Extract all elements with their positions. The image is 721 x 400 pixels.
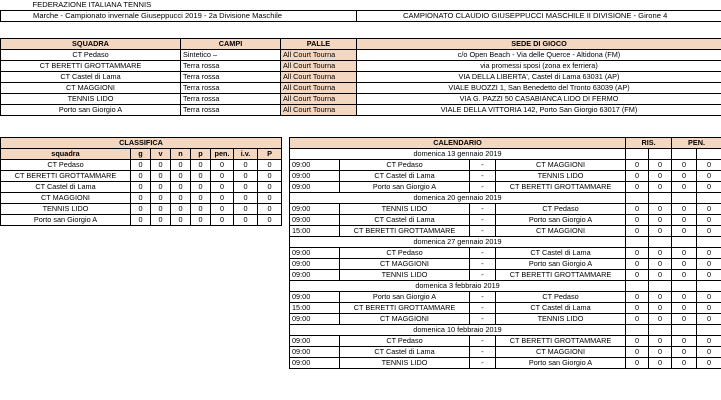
match-separator: -: [470, 347, 496, 358]
team-name-cell[interactable]: TENNIS LIDO: [1, 94, 181, 105]
calendar-table: [289, 137, 721, 369]
penalty-cell[interactable]: 0: [697, 226, 721, 237]
match-separator: -: [470, 336, 496, 347]
match-home-team[interactable]: Porto san Giorgio A: [340, 182, 470, 193]
result-cell[interactable]: 0: [626, 160, 649, 171]
courts-cell[interactable]: Terra rossa: [181, 105, 281, 116]
match-time[interactable]: 09:00: [290, 347, 340, 358]
calendar-match-row: [290, 347, 721, 358]
balls-cell[interactable]: All Court Tourna: [281, 61, 357, 72]
penalty-cell[interactable]: 0: [697, 270, 721, 281]
empty-score-cell[interactable]: [649, 281, 672, 292]
courts-cell[interactable]: Terra rossa: [181, 61, 281, 72]
penalty-cell[interactable]: 0: [672, 303, 697, 314]
penalty-cell[interactable]: 0: [672, 358, 697, 369]
venue-cell[interactable]: via promessi sposi (zona ex ferriera): [357, 61, 721, 72]
penalty-cell[interactable]: 0: [697, 347, 721, 358]
standings-team-cell[interactable]: CT MAGGIONI: [1, 193, 131, 204]
calendar-match-row: [290, 204, 721, 215]
empty-score-cell[interactable]: [626, 193, 649, 204]
st-h-P: P: [258, 149, 282, 160]
match-separator: -: [470, 259, 496, 270]
header-campi: CAMPI: [181, 39, 281, 50]
calendar-match-row: [290, 303, 721, 314]
penalty-cell[interactable]: 0: [672, 347, 697, 358]
empty-score-cell[interactable]: [649, 149, 672, 160]
match-time[interactable]: 09:00: [290, 270, 340, 281]
team-name-cell[interactable]: CT Pedaso: [1, 50, 181, 61]
team-row: [1, 94, 721, 105]
match-home-team[interactable]: CT Castel di Lama: [340, 215, 470, 226]
result-cell[interactable]: 0: [649, 292, 672, 303]
empty-score-cell[interactable]: [697, 281, 721, 292]
match-away-team[interactable]: CT BERETTI GROTTAMMARE: [496, 270, 626, 281]
balls-cell[interactable]: All Court Tourna: [281, 83, 357, 94]
penalty-cell[interactable]: 0: [672, 292, 697, 303]
teams-header-row: [1, 39, 721, 50]
match-date[interactable]: domenica 20 gennaio 2019: [290, 193, 626, 204]
courts-cell[interactable]: Terra rossa: [181, 72, 281, 83]
calendar-date-row: [290, 149, 721, 160]
empty-score-cell[interactable]: [649, 325, 672, 336]
team-name-cell[interactable]: CT MAGGIONI: [1, 83, 181, 94]
match-separator: -: [470, 215, 496, 226]
venue-cell[interactable]: c/o Open Beach - Via delle Querce - Altidona (FM): [357, 50, 721, 61]
match-separator: -: [470, 171, 496, 182]
standings-value-cell[interactable]: 0: [171, 182, 191, 193]
result-cell[interactable]: 0: [626, 314, 649, 325]
standings-value-cell[interactable]: 0: [258, 182, 282, 193]
balls-cell[interactable]: All Court Tourna: [281, 50, 357, 61]
standings-value-cell[interactable]: 0: [211, 171, 234, 182]
match-away-team[interactable]: CT Pedaso: [496, 292, 626, 303]
match-away-team[interactable]: CT MAGGIONI: [496, 226, 626, 237]
penalty-cell[interactable]: 0: [697, 314, 721, 325]
standings-header-row: [1, 149, 282, 160]
match-time[interactable]: 15:00: [290, 226, 340, 237]
courts-cell[interactable]: Terra rossa: [181, 83, 281, 94]
penalty-cell[interactable]: 0: [672, 204, 697, 215]
match-away-team[interactable]: Porto san Giorgio A: [496, 259, 626, 270]
penalty-cell[interactable]: 0: [697, 259, 721, 270]
match-home-team[interactable]: CT Pedaso: [340, 160, 470, 171]
match-away-team[interactable]: CT MAGGIONI: [496, 160, 626, 171]
result-cell[interactable]: 0: [649, 182, 672, 193]
penalty-cell[interactable]: 0: [672, 314, 697, 325]
result-cell[interactable]: 0: [649, 358, 672, 369]
standings-value-cell[interactable]: 0: [151, 204, 171, 215]
empty-score-cell[interactable]: [697, 149, 721, 160]
standings-value-cell[interactable]: 0: [234, 171, 258, 182]
match-separator: -: [470, 292, 496, 303]
standings-value-cell[interactable]: 0: [258, 215, 282, 226]
calendar-ris-label: RIS.: [626, 138, 672, 149]
match-home-team[interactable]: CT Pedaso: [340, 248, 470, 259]
standings-team-cell[interactable]: Porto san Giorgio A: [1, 215, 131, 226]
penalty-cell[interactable]: 0: [672, 171, 697, 182]
standings-value-cell[interactable]: 0: [234, 215, 258, 226]
standings-value-cell[interactable]: 0: [191, 204, 211, 215]
standings-value-cell[interactable]: 0: [131, 160, 151, 171]
calendar-title: CALENDARIO: [290, 138, 626, 149]
match-separator: -: [470, 160, 496, 171]
empty-score-cell[interactable]: [672, 281, 697, 292]
match-away-team[interactable]: CT MAGGIONI: [496, 347, 626, 358]
penalty-cell[interactable]: 0: [672, 226, 697, 237]
result-cell[interactable]: 0: [626, 259, 649, 270]
balls-cell[interactable]: All Court Tourna: [281, 72, 357, 83]
match-time[interactable]: 09:00: [290, 204, 340, 215]
empty-score-cell[interactable]: [672, 193, 697, 204]
match-home-team[interactable]: CT MAGGIONI: [340, 259, 470, 270]
result-cell[interactable]: 0: [649, 347, 672, 358]
penalty-cell[interactable]: 0: [697, 248, 721, 259]
empty-score-cell[interactable]: [649, 237, 672, 248]
standings-value-cell[interactable]: 0: [234, 204, 258, 215]
standings-team-cell[interactable]: CT Castel di Lama: [1, 182, 131, 193]
result-cell[interactable]: 0: [649, 259, 672, 270]
st-h-pen: pen.: [211, 149, 234, 160]
match-away-team[interactable]: CT Castel di Lama: [496, 248, 626, 259]
calendar-match-row: [290, 270, 721, 281]
match-home-team[interactable]: CT Pedaso: [340, 336, 470, 347]
standings-value-cell[interactable]: 0: [191, 171, 211, 182]
calendar-pen-label: PEN.: [672, 138, 721, 149]
empty-score-cell[interactable]: [672, 237, 697, 248]
team-row: [1, 105, 721, 116]
calendar-match-row: [290, 248, 721, 259]
match-home-team[interactable]: TENNIS LIDO: [340, 358, 470, 369]
match-home-team[interactable]: CT Castel di Lama: [340, 347, 470, 358]
empty-score-cell[interactable]: [626, 325, 649, 336]
calendar-date-row: [290, 237, 721, 248]
match-time[interactable]: 09:00: [290, 292, 340, 303]
st-h-iv: i.v.: [234, 149, 258, 160]
championship-right-title: CAMPIONATO CLAUDIO GIUSEPPUCCI MASCHILE II DIVISIONE - Girone 4: [357, 11, 721, 22]
balls-cell[interactable]: All Court Tourna: [281, 94, 357, 105]
team-row: [1, 72, 721, 83]
standings-value-cell[interactable]: 0: [171, 204, 191, 215]
result-cell[interactable]: 0: [649, 336, 672, 347]
result-cell[interactable]: 0: [626, 358, 649, 369]
standings-value-cell[interactable]: 0: [211, 160, 234, 171]
result-cell[interactable]: 0: [626, 215, 649, 226]
standings-value-cell[interactable]: 0: [131, 204, 151, 215]
result-cell[interactable]: 0: [626, 270, 649, 281]
match-separator: -: [470, 248, 496, 259]
st-h-g: g: [131, 149, 151, 160]
calendar-date-row: [290, 325, 721, 336]
standings-value-cell[interactable]: 0: [151, 160, 171, 171]
match-home-team[interactable]: CT BERETTI GROTTAMMARE: [340, 226, 470, 237]
standings-value-cell[interactable]: 0: [151, 193, 171, 204]
empty-score-cell[interactable]: [697, 193, 721, 204]
standings-value-cell[interactable]: 0: [131, 215, 151, 226]
standings-value-cell[interactable]: 0: [171, 215, 191, 226]
match-away-team[interactable]: TENNIS LIDO: [496, 171, 626, 182]
match-home-team[interactable]: TENNIS LIDO: [340, 204, 470, 215]
match-separator: -: [470, 270, 496, 281]
penalty-cell[interactable]: 0: [672, 336, 697, 347]
match-away-team[interactable]: CT Pedaso: [496, 204, 626, 215]
standings-value-cell[interactable]: 0: [171, 171, 191, 182]
match-separator: -: [470, 358, 496, 369]
match-time[interactable]: 09:00: [290, 215, 340, 226]
result-cell[interactable]: 0: [649, 226, 672, 237]
standings-value-cell[interactable]: 0: [234, 193, 258, 204]
penalty-cell[interactable]: 0: [672, 259, 697, 270]
standings-team-cell[interactable]: TENNIS LIDO: [1, 204, 131, 215]
standings-value-cell[interactable]: 0: [131, 193, 151, 204]
match-away-team[interactable]: CT Castel di Lama: [496, 303, 626, 314]
result-cell[interactable]: 0: [626, 182, 649, 193]
penalty-cell[interactable]: 0: [697, 160, 721, 171]
standings-value-cell[interactable]: 0: [131, 171, 151, 182]
standings-value-cell[interactable]: 0: [191, 215, 211, 226]
team-name-cell[interactable]: CT Castel di Lama: [1, 72, 181, 83]
empty-score-cell[interactable]: [626, 149, 649, 160]
penalty-cell[interactable]: 0: [697, 303, 721, 314]
standings-value-cell[interactable]: 0: [234, 160, 258, 171]
match-time[interactable]: 09:00: [290, 314, 340, 325]
match-home-team[interactable]: TENNIS LIDO: [340, 270, 470, 281]
standings-row: [1, 160, 282, 171]
result-cell[interactable]: 0: [649, 204, 672, 215]
penalty-cell[interactable]: 0: [697, 292, 721, 303]
match-home-team[interactable]: Porto san Giorgio A: [340, 292, 470, 303]
header-squadra: SQUADRA: [1, 39, 181, 50]
st-h-v: v: [151, 149, 171, 160]
penalty-cell[interactable]: 0: [697, 336, 721, 347]
match-away-team[interactable]: CT BERETTI GROTTAMMARE: [496, 336, 626, 347]
match-home-team[interactable]: CT MAGGIONI: [340, 314, 470, 325]
venue-cell[interactable]: VIALE DELLA VITTORIA 142, Porto San Giorgio 63017 (FM): [357, 105, 721, 116]
standings-value-cell[interactable]: 0: [211, 215, 234, 226]
st-h-n: n: [171, 149, 191, 160]
result-cell[interactable]: 0: [626, 204, 649, 215]
match-date[interactable]: domenica 3 febbraio 2019: [290, 281, 626, 292]
standings-row: [1, 215, 282, 226]
calendar-match-row: [290, 226, 721, 237]
standings-value-cell[interactable]: 0: [211, 182, 234, 193]
result-cell[interactable]: 0: [649, 248, 672, 259]
result-cell[interactable]: 0: [649, 314, 672, 325]
standings-value-cell[interactable]: 0: [191, 182, 211, 193]
standings-value-cell[interactable]: 0: [258, 160, 282, 171]
match-separator: -: [470, 226, 496, 237]
standings-row: [1, 171, 282, 182]
st-h-p: p: [191, 149, 211, 160]
standings-value-cell[interactable]: 0: [151, 215, 171, 226]
empty-score-cell[interactable]: [672, 149, 697, 160]
match-date[interactable]: domenica 13 gennaio 2019: [290, 149, 626, 160]
calendar-match-row: [290, 259, 721, 270]
standings-value-cell[interactable]: 0: [211, 204, 234, 215]
calendar-match-row: [290, 182, 721, 193]
header-sede: SEDE DI GIOCO: [357, 39, 721, 50]
result-cell[interactable]: 0: [626, 226, 649, 237]
result-cell[interactable]: 0: [626, 347, 649, 358]
match-time[interactable]: 09:00: [290, 248, 340, 259]
match-separator: -: [470, 303, 496, 314]
penalty-cell[interactable]: 0: [697, 358, 721, 369]
title-block: [0, 0, 721, 22]
calendar-date-row: [290, 193, 721, 204]
empty-score-cell[interactable]: [649, 193, 672, 204]
match-time[interactable]: 09:00: [290, 182, 340, 193]
standings-value-cell[interactable]: 0: [131, 182, 151, 193]
match-away-team[interactable]: Porto san Giorgio A: [496, 358, 626, 369]
result-cell[interactable]: 0: [649, 303, 672, 314]
standings-value-cell[interactable]: 0: [234, 182, 258, 193]
match-time[interactable]: 09:00: [290, 259, 340, 270]
match-away-team[interactable]: CT BERETTI GROTTAMMARE: [496, 182, 626, 193]
team-name-cell[interactable]: Porto san Giorgio A: [1, 105, 181, 116]
match-time[interactable]: 09:00: [290, 171, 340, 182]
empty-score-cell[interactable]: [697, 325, 721, 336]
result-cell[interactable]: 0: [649, 270, 672, 281]
penalty-cell[interactable]: 0: [672, 248, 697, 259]
match-date[interactable]: domenica 10 febbraio 2019: [290, 325, 626, 336]
match-away-team[interactable]: TENNIS LIDO: [496, 314, 626, 325]
venue-cell[interactable]: VIALE BUOZZI 1, San Benedetto del Tronto 63039 (AP): [357, 83, 721, 94]
match-separator: -: [470, 182, 496, 193]
standings-team-cell[interactable]: CT Pedaso: [1, 160, 131, 171]
calendar-match-row: [290, 160, 721, 171]
empty-score-cell[interactable]: [672, 325, 697, 336]
calendar-match-row: [290, 314, 721, 325]
calendar-match-row: [290, 336, 721, 347]
result-cell[interactable]: 0: [649, 171, 672, 182]
standings-row: [1, 193, 282, 204]
result-cell[interactable]: 0: [626, 303, 649, 314]
result-cell[interactable]: 0: [626, 292, 649, 303]
standings-value-cell[interactable]: 0: [258, 193, 282, 204]
penalty-cell[interactable]: 0: [697, 182, 721, 193]
calendar-match-row: [290, 292, 721, 303]
st-h-squadra: squadra: [1, 149, 131, 160]
penalty-cell[interactable]: 0: [697, 171, 721, 182]
penalty-cell[interactable]: 0: [697, 215, 721, 226]
header-palle: PALLE: [281, 39, 357, 50]
balls-cell[interactable]: All Court Tourna: [281, 105, 357, 116]
penalty-cell[interactable]: 0: [672, 215, 697, 226]
standings-table: [0, 137, 282, 226]
match-time[interactable]: 15:00: [290, 303, 340, 314]
match-time[interactable]: 09:00: [290, 358, 340, 369]
venue-cell[interactable]: VIA G. PAZZI 50 CASABIANCA LIDO DI FERMO: [357, 94, 721, 105]
federation-title: FEDERAZIONE ITALIANA TENNIS: [32, 0, 152, 9]
empty-score-cell[interactable]: [626, 281, 649, 292]
team-row: [1, 50, 721, 61]
calendar-match-row: [290, 358, 721, 369]
team-row: [1, 61, 721, 72]
calendar-match-row: [290, 215, 721, 226]
teams-table: [0, 38, 721, 116]
standings-value-cell[interactable]: 0: [258, 204, 282, 215]
venue-cell[interactable]: VIA DELLA LIBERTA', Castel di Lama 63031 (AP): [357, 72, 721, 83]
standings-title: CLASSIFICA: [1, 138, 282, 149]
standings-value-cell[interactable]: 0: [151, 182, 171, 193]
standings-value-cell[interactable]: 0: [151, 171, 171, 182]
match-time[interactable]: 09:00: [290, 160, 340, 171]
team-name-cell[interactable]: CT BERETTI GROTTAMMARE: [1, 61, 181, 72]
match-away-team[interactable]: Porto san Giorgio A: [496, 215, 626, 226]
result-cell[interactable]: 0: [626, 171, 649, 182]
penalty-cell[interactable]: 0: [672, 160, 697, 171]
match-home-team[interactable]: CT Castel di Lama: [340, 171, 470, 182]
standings-value-cell[interactable]: 0: [171, 160, 191, 171]
match-time[interactable]: 09:00: [290, 336, 340, 347]
empty-score-cell[interactable]: [697, 237, 721, 248]
result-cell[interactable]: 0: [649, 160, 672, 171]
standings-value-cell[interactable]: 0: [171, 193, 191, 204]
standings-value-cell[interactable]: 0: [191, 193, 211, 204]
standings-value-cell[interactable]: 0: [258, 171, 282, 182]
courts-cell[interactable]: Sintetico –: [181, 50, 281, 61]
match-separator: -: [470, 314, 496, 325]
standings-value-cell[interactable]: 0: [211, 193, 234, 204]
result-cell[interactable]: 0: [649, 215, 672, 226]
match-home-team[interactable]: CT BERETTI GROTTAMMARE: [340, 303, 470, 314]
match-date[interactable]: domenica 27 gennaio 2019: [290, 237, 626, 248]
penalty-cell[interactable]: 0: [697, 204, 721, 215]
courts-cell[interactable]: Terra rossa: [181, 94, 281, 105]
match-separator: -: [470, 204, 496, 215]
empty-score-cell[interactable]: [626, 237, 649, 248]
team-row: [1, 83, 721, 94]
standings-team-cell[interactable]: CT BERETTI GROTTAMMARE: [1, 171, 131, 182]
standings-value-cell[interactable]: 0: [191, 160, 211, 171]
result-cell[interactable]: 0: [626, 336, 649, 347]
penalty-cell[interactable]: 0: [672, 182, 697, 193]
penalty-cell[interactable]: 0: [672, 270, 697, 281]
calendar-date-row: [290, 281, 721, 292]
result-cell[interactable]: 0: [626, 248, 649, 259]
championship-title: Marche - Campionato invernale Giuseppucci 2019 - 2a Divisione Maschile: [1, 11, 357, 22]
standings-row: [1, 182, 282, 193]
calendar-match-row: [290, 171, 721, 182]
standings-row: [1, 204, 282, 215]
